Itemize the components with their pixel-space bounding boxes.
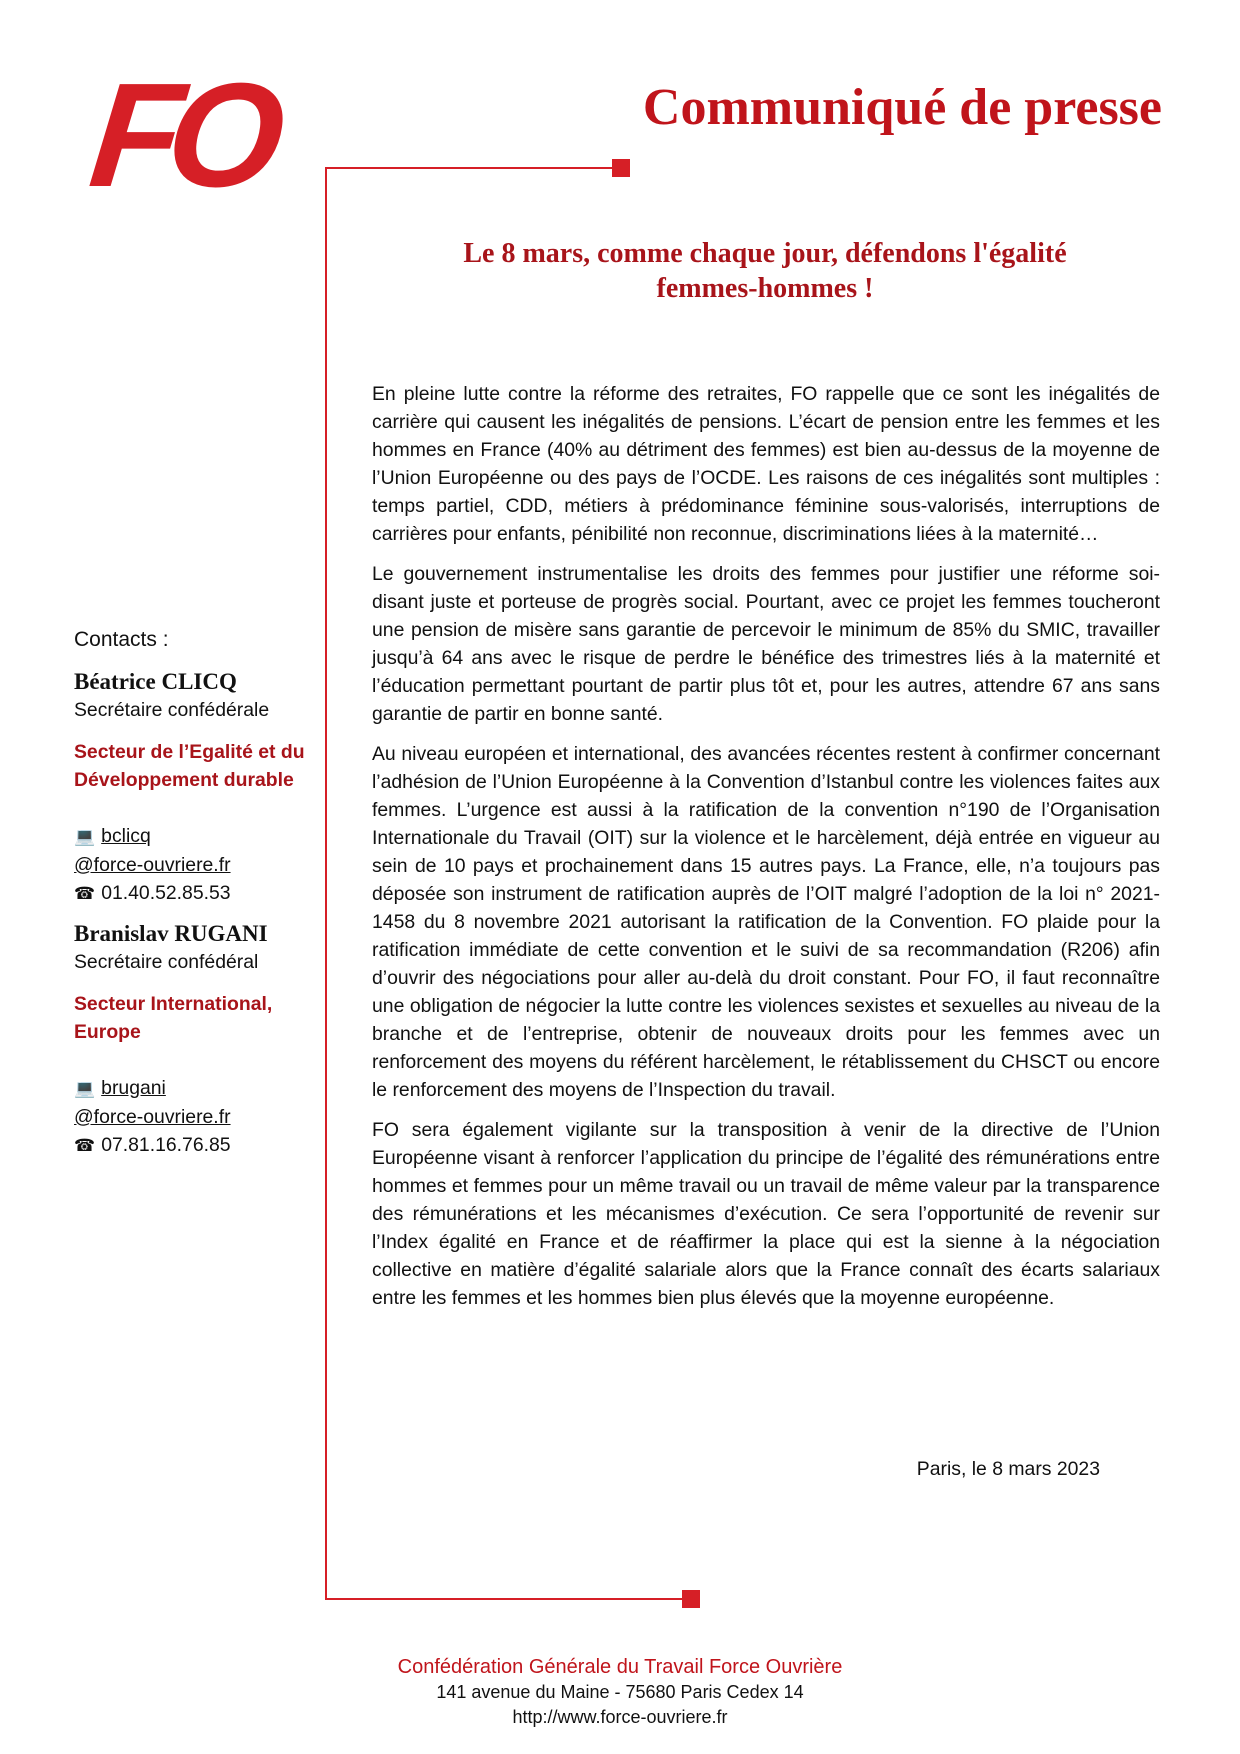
footer [0,1655,1240,1730]
headline-line-1: Le 8 mars, comme chaque jour, défendons l'égalité [463,238,1067,269]
footer-website-link[interactable]: http://www.force-ouvriere.fr [512,1707,728,1727]
press-release-headline [370,236,1160,306]
contact-sector-line: Développement durable [74,769,294,791]
telephone-icon: ☎ [74,884,96,903]
laptop-icon: 💻 [74,827,96,846]
contact-sector [74,738,319,794]
frame-bottom-line [325,1598,690,1600]
press-release-body [372,380,1160,1324]
frame-bottom-square [682,1590,700,1608]
document-type-title: Communiqué de presse [642,79,1162,136]
footer-organization: Confédération Générale du Travail Force Ouvrière [397,1656,843,1678]
contact-phone [74,879,319,908]
contact-email-domain[interactable] [74,851,319,879]
headline-line-2: femmes-hommes ! [656,273,874,304]
contact-role: Secrétaire confédéral [74,951,259,973]
footer-address: 141 avenue du Maine - 75680 Paris Cedex 14 [436,1682,804,1702]
contacts-sidebar [74,626,319,1172]
contact-sector-line: Secteur de l’Egalité et du [74,741,305,763]
contact-name: Béatrice CLICQ [74,669,237,694]
contact-role: Secrétaire confédérale [74,699,270,721]
contacts-label: Contacts : [74,628,169,651]
contact-email[interactable] [74,1074,319,1103]
fo-logo: FO [83,53,279,218]
phone-number: 07.81.16.76.85 [101,1134,231,1156]
body-paragraph: En pleine lutte contre la réforme des retraites, FO rappelle que ce sont les inégalités de carrière qui causent les inégalités de pensions. L’écart de pension entre les femmes et les hommes en France (40% au détriment des femmes) est bien au-dessus de la moyenne de l’Union Européenne ou des pays de l’OCDE. Les raisons de ces inégalités sont multiples : temps partiel, CDD, métiers à prédominance féminine sous-valorisés, interruptions de carrières pour enfants, pénibilité non reconnue, discriminations liées à la maternité… [372,383,1160,545]
email-link-user[interactable]: bclicq [101,825,151,847]
email-link-domain[interactable]: @force-ouvriere.fr [74,1106,231,1128]
frame-top-square [612,159,630,177]
email-link-user[interactable]: brugani [101,1077,166,1099]
contact-phone [74,1131,319,1160]
date-line: Paris, le 8 mars 2023 [916,1458,1100,1480]
contact-name: Branislav RUGANI [74,921,268,946]
contact-sector [74,990,319,1046]
phone-number: 01.40.52.85.53 [101,882,231,904]
telephone-icon: ☎ [74,1136,96,1155]
frame-left-line [325,167,327,1600]
contact-email[interactable] [74,822,319,851]
contact-sector-line: Secteur International, [74,993,273,1015]
frame-top-line [325,167,620,169]
body-paragraph: Le gouvernement instrumentalise les droits des femmes pour justifier une réforme soi-disant juste et porteuse de progrès social. Pourtant, avec ce projet les femmes toucheront une pension de misère sans garantie de percevoir le minimum de 85% du SMIC, travailler jusqu’à 64 ans avec le risque de perdre le bénéfice des trimestres liés à la maternité et l’éducation permettant pourtant de partir plus tôt et, pour les autres, attendre 67 ans sans garantie de partir en bonne santé. [372,563,1160,725]
body-paragraph: Au niveau européen et international, des avancées récentes restent à confirmer concernant l’adhésion de l’Union Européenne à la Convention d’Istanbul contre les violences faites aux femmes. L’urgence est aussi à la ratification de la convention n°190 de l’Organisation Internationale du Travail (OIT) sur la violence et le harcèlement, déjà entrée en vigueur au sein de 10 pays et prochainement dans 15 autres pays. La France, elle, n’a toujours pas déposée son instrument de ratification auprès de l’OIT malgré l’adoption de la loi n° 2021-1458 du 8 novembre 2021 autorisant la ratification de la Convention. FO plaide pour la ratification immédiate de cette convention et le suivi de sa recommandation (R206) afin d’ouvrir des négociations pour aller au-delà du droit constant. Pour FO, il faut reconnaître une obligation de négocier la lutte contre les violences sexistes et sexuelles au niveau de la branche et de l’entreprise, obtenir de nouveaux droits pour les femmes avec un renforcement des moyens du référent harcèlement, le rétablissement du CHSCT ou encore le renforcement des moyens de l’Inspection du travail. [372,743,1160,1101]
contact-sector-line: Europe [74,1021,141,1043]
contact-card [74,920,319,1160]
laptop-icon: 💻 [74,1079,96,1098]
email-link-domain[interactable]: @force-ouvriere.fr [74,854,231,876]
body-paragraph: FO sera également vigilante sur la transposition à venir de la directive de l’Union Européenne visant à renforcer l’application du principe de l’égalité des rémunérations entre hommes et femmes pour un même travail ou un travail de même valeur par la transparence des rémunérations et les mécanismes d’exécution. Ce sera l’opportunité de revenir sur l’Index égalité en France et de réaffirmer la place qui est la sienne à la négociation collective en matière d’égalité salariale alors que la France connaît des écarts salariaux entre les femmes et les hommes bien plus élevés que la moyenne européenne. [372,1119,1160,1309]
contact-card [74,668,319,908]
contact-email-domain[interactable] [74,1103,319,1131]
